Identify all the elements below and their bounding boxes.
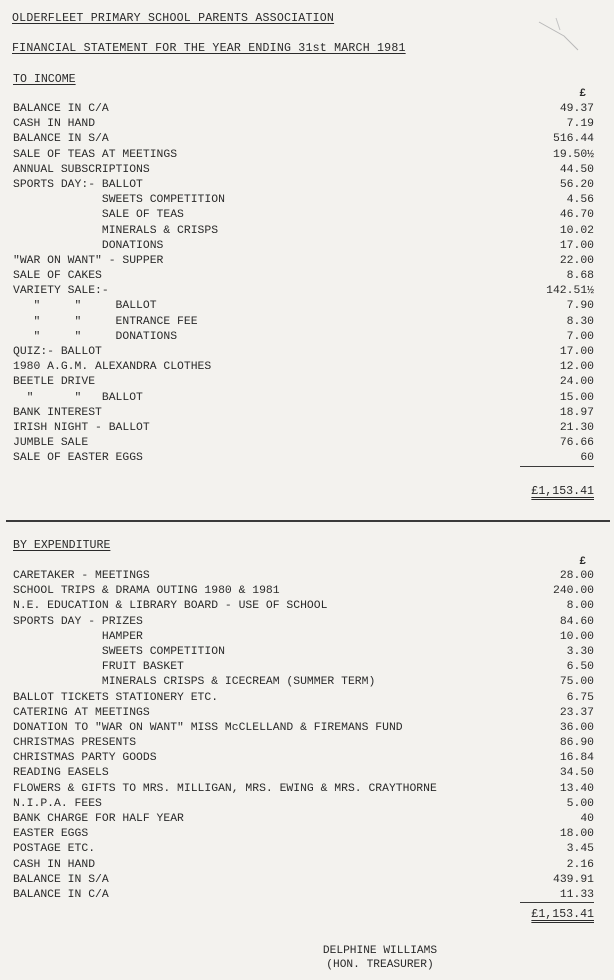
income-item-amount: 10.02 — [559, 224, 594, 237]
income-item-amount: 60 — [580, 452, 594, 465]
expenditure-item-amount: 86.90 — [559, 737, 594, 750]
income-row — [0, 375, 614, 390]
expenditure-item-label: MINERALS CRISPS & ICECREAM (SUMMER TERM) — [13, 676, 376, 689]
expenditure-row — [0, 782, 614, 797]
expenditure-row — [0, 842, 614, 857]
income-item-label: SALE OF EASTER EGGS — [13, 452, 143, 465]
income-item-label: BANK INTEREST — [13, 406, 102, 419]
income-row — [0, 163, 614, 178]
income-item-amount: 24.00 — [559, 376, 594, 389]
expenditure-item-label: EASTER EGGS — [13, 828, 89, 841]
income-item-amount: 17.00 — [559, 239, 594, 252]
expenditure-row — [0, 751, 614, 766]
income-row — [0, 436, 614, 451]
expenditure-item-label: N.E. EDUCATION & LIBRARY BOARD - USE OF SCHOOL — [13, 600, 328, 613]
expenditure-row — [0, 599, 614, 614]
expenditure-row — [0, 630, 614, 645]
expenditure-list — [0, 569, 614, 903]
expenditure-item-amount: 28.00 — [559, 570, 594, 582]
income-row — [0, 284, 614, 299]
income-row — [0, 269, 614, 284]
expenditure-row — [0, 827, 614, 842]
income-item-label: "WAR ON WANT" - SUPPER — [13, 254, 164, 267]
expenditure-item-label: CARETAKER - MEETINGS — [13, 570, 150, 582]
expenditure-item-amount: 13.40 — [559, 782, 594, 795]
expenditure-item-label: READING EASELS — [13, 767, 109, 780]
expenditure-item-label: CATERING AT MEETINGS — [13, 706, 150, 719]
income-item-amount: 17.00 — [559, 346, 594, 358]
expenditure-item-amount: 11.33 — [559, 888, 594, 901]
income-item-label: BALANCE IN C/A — [13, 103, 109, 115]
income-item-label: SALE OF TEAS AT MEETINGS — [13, 148, 178, 161]
expenditure-item-amount: 10.00 — [559, 630, 594, 643]
expenditure-row — [0, 736, 614, 751]
expenditure-item-amount: 16.84 — [559, 752, 594, 765]
income-item-amount: 76.66 — [559, 437, 594, 450]
expenditure-row — [0, 675, 614, 690]
expenditure-item-label: CHRISTMAS PARTY GOODS — [13, 752, 157, 765]
income-row — [0, 391, 614, 406]
income-list — [0, 102, 614, 467]
expenditure-item-label: FRUIT BASKET — [13, 661, 184, 674]
expenditure-item-label: N.I.P.A. FEES — [13, 797, 102, 810]
expenditure-item-amount: 36.00 — [559, 721, 594, 734]
income-row — [0, 299, 614, 314]
expenditure-item-amount: 40 — [580, 813, 594, 825]
expenditure-item-label: FLOWERS & GIFTS TO MRS. MILLIGAN, MRS. EWING & MRS. CRAYTHORNE — [13, 782, 437, 795]
income-heading: TO INCOME — [13, 73, 76, 86]
pencil-scribble-icon — [534, 14, 584, 54]
income-item-amount: 49.37 — [559, 103, 594, 115]
income-row — [0, 360, 614, 375]
expenditure-item-amount: 3.45 — [566, 843, 594, 856]
expenditure-item-label: SCHOOL TRIPS & DRAMA OUTING 1980 & 1981 — [13, 585, 280, 598]
income-row — [0, 239, 614, 254]
income-item-amount: 142.51½ — [546, 285, 594, 298]
income-row — [0, 117, 614, 132]
expenditure-item-amount: 2.16 — [566, 858, 594, 871]
income-row — [0, 224, 614, 239]
expenditure-item-amount: 6.75 — [566, 691, 594, 704]
income-item-label: BEETLE DRIVE — [13, 376, 96, 389]
expenditure-item-amount: 23.37 — [559, 706, 594, 719]
expenditure-item-label: BALLOT TICKETS STATIONERY ETC. — [13, 691, 219, 704]
expenditure-item-amount: 5.00 — [566, 797, 594, 810]
expenditure-row — [0, 812, 614, 827]
income-item-label: " " BALLOT — [13, 300, 157, 313]
income-item-amount: 4.56 — [566, 194, 594, 207]
income-item-label: MINERALS & CRISPS — [13, 224, 219, 237]
expenditure-item-amount: 84.60 — [559, 615, 594, 628]
income-item-label: SPORTS DAY:- BALLOT — [13, 178, 143, 191]
income-row — [0, 406, 614, 421]
income-total: £1,153.41 — [531, 485, 594, 498]
income-item-label: VARIETY SALE:- — [13, 285, 109, 298]
expenditure-sum-rule — [520, 902, 594, 903]
income-item-amount: 21.30 — [559, 421, 594, 434]
expenditure-item-amount: 8.00 — [566, 600, 594, 613]
income-item-label: DONATIONS — [13, 239, 164, 252]
expenditure-item-amount: 439.91 — [552, 873, 594, 886]
expenditure-item-amount: 6.50 — [566, 661, 594, 674]
income-sum-rule — [520, 466, 594, 467]
income-row — [0, 451, 614, 466]
signature-block — [300, 944, 460, 972]
income-item-amount: 56.20 — [559, 178, 594, 191]
income-row — [0, 315, 614, 330]
income-item-label: 1980 A.G.M. ALEXANDRA CLOTHES — [13, 361, 212, 374]
income-row — [0, 132, 614, 147]
expenditure-row — [0, 873, 614, 888]
income-row — [0, 254, 614, 269]
expenditure-row — [0, 660, 614, 675]
expenditure-item-label: SPORTS DAY - PRIZES — [13, 615, 143, 628]
income-item-amount: 44.50 — [559, 163, 594, 176]
expenditure-item-label: BALANCE IN S/A — [13, 873, 109, 886]
expenditure-currency-symbol: £ — [579, 556, 586, 568]
expenditure-item-amount: 34.50 — [559, 767, 594, 780]
expenditure-item-amount: 18.00 — [559, 828, 594, 841]
income-item-label: ANNUAL SUBSCRIPTIONS — [13, 163, 150, 176]
expenditure-row — [0, 569, 614, 584]
treasurer-role: (HON. TREASURER) — [326, 959, 434, 971]
expenditure-row — [0, 691, 614, 706]
expenditure-row — [0, 584, 614, 599]
expenditure-item-label: POSTAGE ETC. — [13, 843, 96, 856]
expenditure-item-amount: 3.30 — [566, 645, 594, 658]
expenditure-item-label: CHRISTMAS PRESENTS — [13, 737, 137, 750]
income-item-amount: 12.00 — [559, 361, 594, 374]
treasurer-name: DELPHINE WILLIAMS — [322, 945, 438, 957]
expenditure-heading: BY EXPENDITURE — [13, 539, 111, 552]
income-item-amount: 18.97 — [559, 406, 594, 419]
income-item-amount: 7.00 — [566, 330, 594, 343]
expenditure-item-amount: 240.00 — [552, 585, 594, 598]
expenditure-item-label: HAMPER — [13, 630, 143, 643]
expenditure-row — [0, 766, 614, 781]
income-item-amount: 7.90 — [566, 300, 594, 313]
income-currency-symbol: £ — [579, 88, 586, 100]
income-item-label: " " BALLOT — [13, 391, 143, 404]
expenditure-row — [0, 888, 614, 903]
expenditure-item-label: BANK CHARGE FOR HALF YEAR — [13, 813, 184, 825]
income-item-label: CASH IN HAND — [13, 118, 96, 131]
income-item-label: " " DONATIONS — [13, 330, 178, 343]
expenditure-item-label: BALANCE IN C/A — [13, 888, 109, 901]
income-row — [0, 102, 614, 117]
document-subtitle: FINANCIAL STATEMENT FOR THE YEAR ENDING 31st MARCH 1981 — [12, 42, 406, 55]
income-item-label: SALE OF TEAS — [13, 209, 184, 222]
income-item-amount: 46.70 — [559, 209, 594, 222]
expenditure-row — [0, 645, 614, 660]
expenditure-row — [0, 721, 614, 736]
income-item-label: SWEETS COMPETITION — [13, 194, 225, 207]
income-item-label: QUIZ:- BALLOT — [13, 346, 102, 358]
income-item-label: IRISH NIGHT - BALLOT — [13, 421, 150, 434]
expenditure-row — [0, 858, 614, 873]
expenditure-item-label: DONATION TO "WAR ON WANT" MISS McCLELLAND & FIREMANS FUND — [13, 721, 403, 734]
expenditure-item-label: CASH IN HAND — [13, 858, 96, 871]
expenditure-item-label: SWEETS COMPETITION — [13, 645, 225, 658]
document-title: OLDERFLEET PRIMARY SCHOOL PARENTS ASSOCIATION — [12, 12, 335, 25]
income-row — [0, 148, 614, 163]
expenditure-total: £1,153.41 — [531, 908, 594, 921]
income-row — [0, 345, 614, 360]
income-item-label: BALANCE IN S/A — [13, 133, 109, 146]
expenditure-row — [0, 615, 614, 630]
income-item-amount: 22.00 — [559, 254, 594, 267]
section-divider — [6, 520, 610, 522]
expenditure-item-amount: 75.00 — [559, 676, 594, 689]
income-item-amount: 19.50½ — [552, 148, 594, 161]
income-item-amount: 8.30 — [566, 315, 594, 328]
income-row — [0, 421, 614, 436]
income-item-label: SALE OF CAKES — [13, 270, 102, 283]
income-row — [0, 193, 614, 208]
income-item-label: JUMBLE SALE — [13, 437, 89, 450]
expenditure-row — [0, 797, 614, 812]
income-item-amount: 8.68 — [566, 270, 594, 283]
income-item-amount: 7.19 — [566, 118, 594, 131]
income-row — [0, 178, 614, 193]
income-row — [0, 330, 614, 345]
income-row — [0, 208, 614, 223]
income-item-amount: 516.44 — [552, 133, 594, 146]
expenditure-row — [0, 706, 614, 721]
income-item-amount: 15.00 — [559, 391, 594, 404]
income-item-label: " " ENTRANCE FEE — [13, 315, 198, 328]
